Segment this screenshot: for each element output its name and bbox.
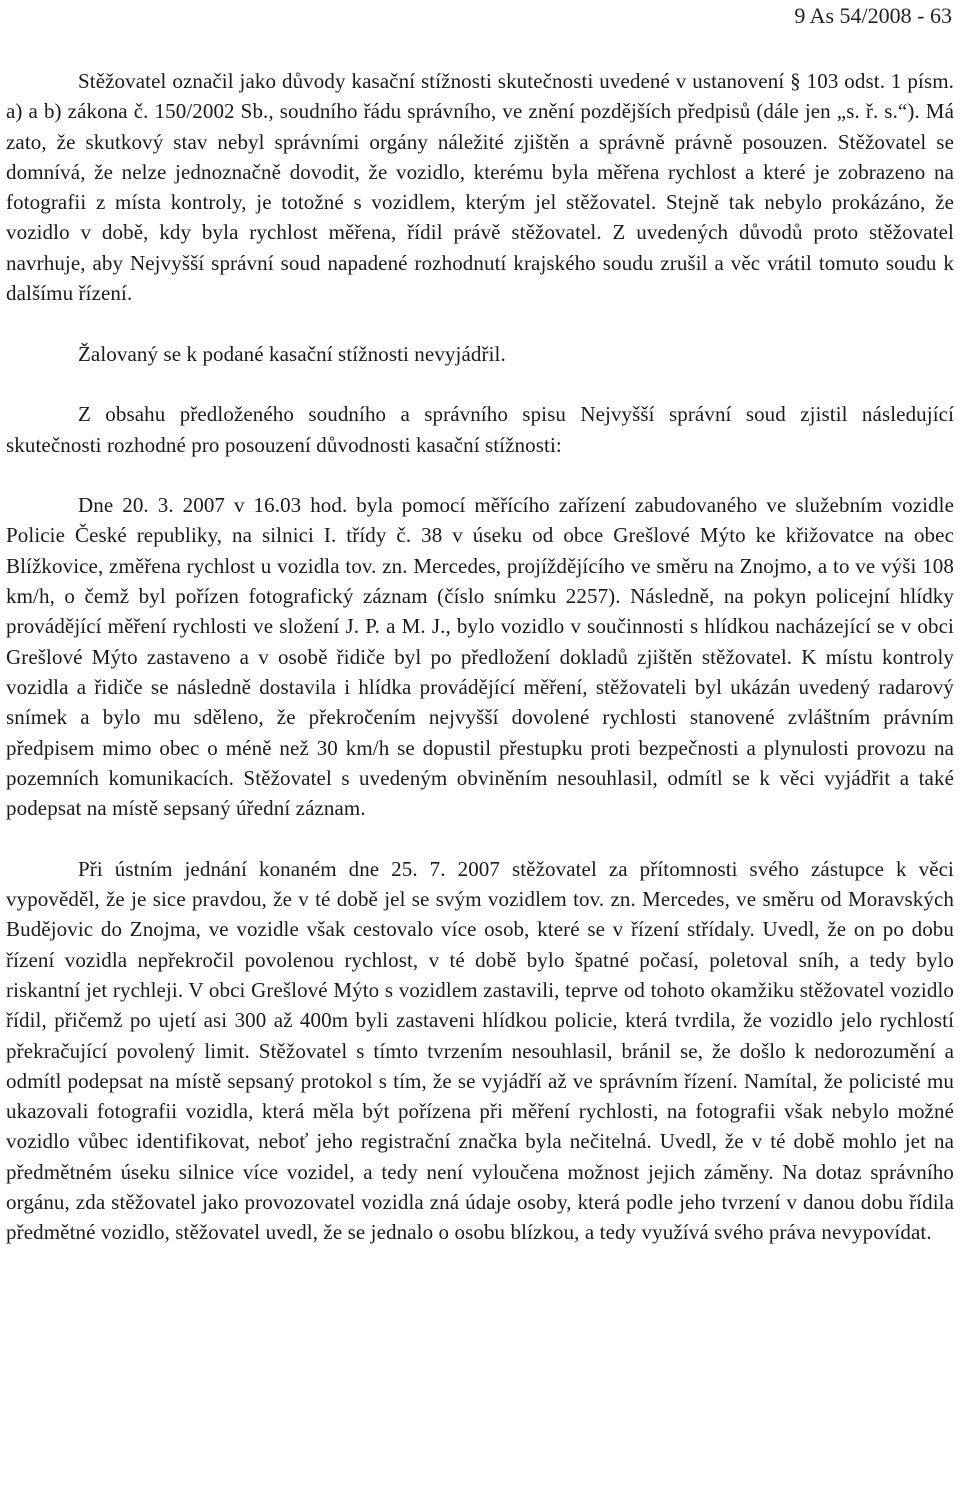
paragraph-oral-hearing: Při ústním jednání konaném dne 25. 7. 2007 stěžovatel za přítomnosti svého zástupce k věci vypověděl, že je sice pravdou, že v té době jel se svým vozidlem tov. zn. Mercedes, ve směru od Moravských Budějovic do Znojma, ve vozidle však cestovalo více osob, které se v řízení střídaly. Uvedl, že on po dobu řízení vozidla nepřekročil povolenou rychlost, v té době bylo špatné počasí, poletoval sníh, a tedy bylo riskantní jet rychleji. V obci Grešlové Mýto s vozidlem zastavili, teprve od tohoto okamžiku stěžovatel vozidlo řídil, přičemž po ujetí asi 300 až 400m byli zastaveni hlídkou policie, která tvrdila, že vozidlo jelo rychlostí překračující povolený limit. Stěžovatel s tímto tvrzením nesouhlasil, bránil se, že došlo k nedorozumění a odmítl podepsat na místě sepsaný protokol s tím, že se vyjádří až ve správním řízení. Namítal, že policisté mu ukazovali fotografii vozidla, která měla být pořízena při měření rychlosti, na fotografii však nebylo možné vozidlo vůbec identifikovat, neboť jeho registrační značka byla nečitelná. Uvedl, že v té době mohlo jet na předmětném úseku silnice více vozidel, a tedy není vyloučena možnost jejich záměny. Na dotaz správního orgánu, zda stěžovatel jako provozovatel vozidla zná údaje osoby, která podle jeho tvrzení v danou dobu řídila předmětné vozidlo, stěžovatel uvedl, že se jednalo o osobu blízkou, a tedy využívá svého práva nevypovídat. — [6, 856, 954, 1245]
case-number-header: 9 As 54/2008 - 63 — [794, 3, 952, 28]
paragraph-defendant-statement: Žalovaný se k podané kasační stížnosti nevyjádřil. — [78, 341, 506, 366]
paragraph-speed-measurement: Dne 20. 3. 2007 v 16.03 hod. byla pomocí měřícího zařízení zabudovaného ve služebním vozidle Policie České republiky, na silnici I. třídy č. 38 v úseku od obce Grešlové Mýto ke křižovatce na obec Blížkovice, změřena rychlost u vozidla tov. zn. Mercedes, projíždějícího ve směru na Znojmo, a to ve výši 108 km/h, o čemž byl pořízen fotografický záznam (číslo snímku 2257). Následně, na pokyn policejní hlídky provádějící měření rychlosti ve složení J. P. a M. J., bylo vozidlo v součinnosti s hlídkou nacházející se v obci Grešlové Mýto zastaveno a v osobě řidiče byl po předložení dokladů zjištěn stěžovatel. K místu kontroly vozidla a řidiče se následně dostavila i hlídka provádějící měření, stěžovateli byl ukázán uvedený radarový snímek a bylo mu sděleno, že překročením nejvyšší dovolené rychlosti stanovené zvláštním právním předpisem mimo obec o méně než 30 km/h se dopustil přestupku proti bezpečnosti a plynulosti provozu na pozemních komunikacích. Stěžovatel s uvedeným obviněním nesouhlasil, odmítl se k věci vyjádřit a také podepsat na místě sepsaný úřední záznam. — [6, 493, 954, 821]
document-body — [6, 66, 954, 1248]
paragraph-file-findings-intro: Z obsahu předloženého soudního a správního spisu Nejvyšší správní soud zjistil následující skutečnosti rozhodné pro posouzení důvodnosti kasační stížnosti: — [6, 402, 954, 457]
paragraph-complaint-grounds: Stěžovatel označil jako důvody kasační stížnosti skutečnosti uvedené v ustanovení § 103 odst. 1 písm. a) a b) zákona č. 150/2002 Sb., soudního řádu správního, ve znění pozdějších předpisů (dále jen „s. ř. s.“). Má zato, že skutkový stav nebyl správními orgány náležité zjištěn a správně právně posouzen. Stěžovatel se domnívá, že nelze jednoznačně dovodit, že vozidlo, kterému byla měřena rychlost a které je zobrazeno na fotografii z místa kontroly, je totožné s vozidlem, kterým jel stěžovatel. Stejně tak nebylo prokázáno, že vozidlo v době, kdy byla rychlost měřena, řídil právě stěžovatel. Z uvedených důvodů proto stěžovatel navrhuje, aby Nejvyšší správní soud napadené rozhodnutí krajského soudu zrušil a věc vrátil tomuto soudu k dalšímu řízení. — [6, 69, 954, 306]
